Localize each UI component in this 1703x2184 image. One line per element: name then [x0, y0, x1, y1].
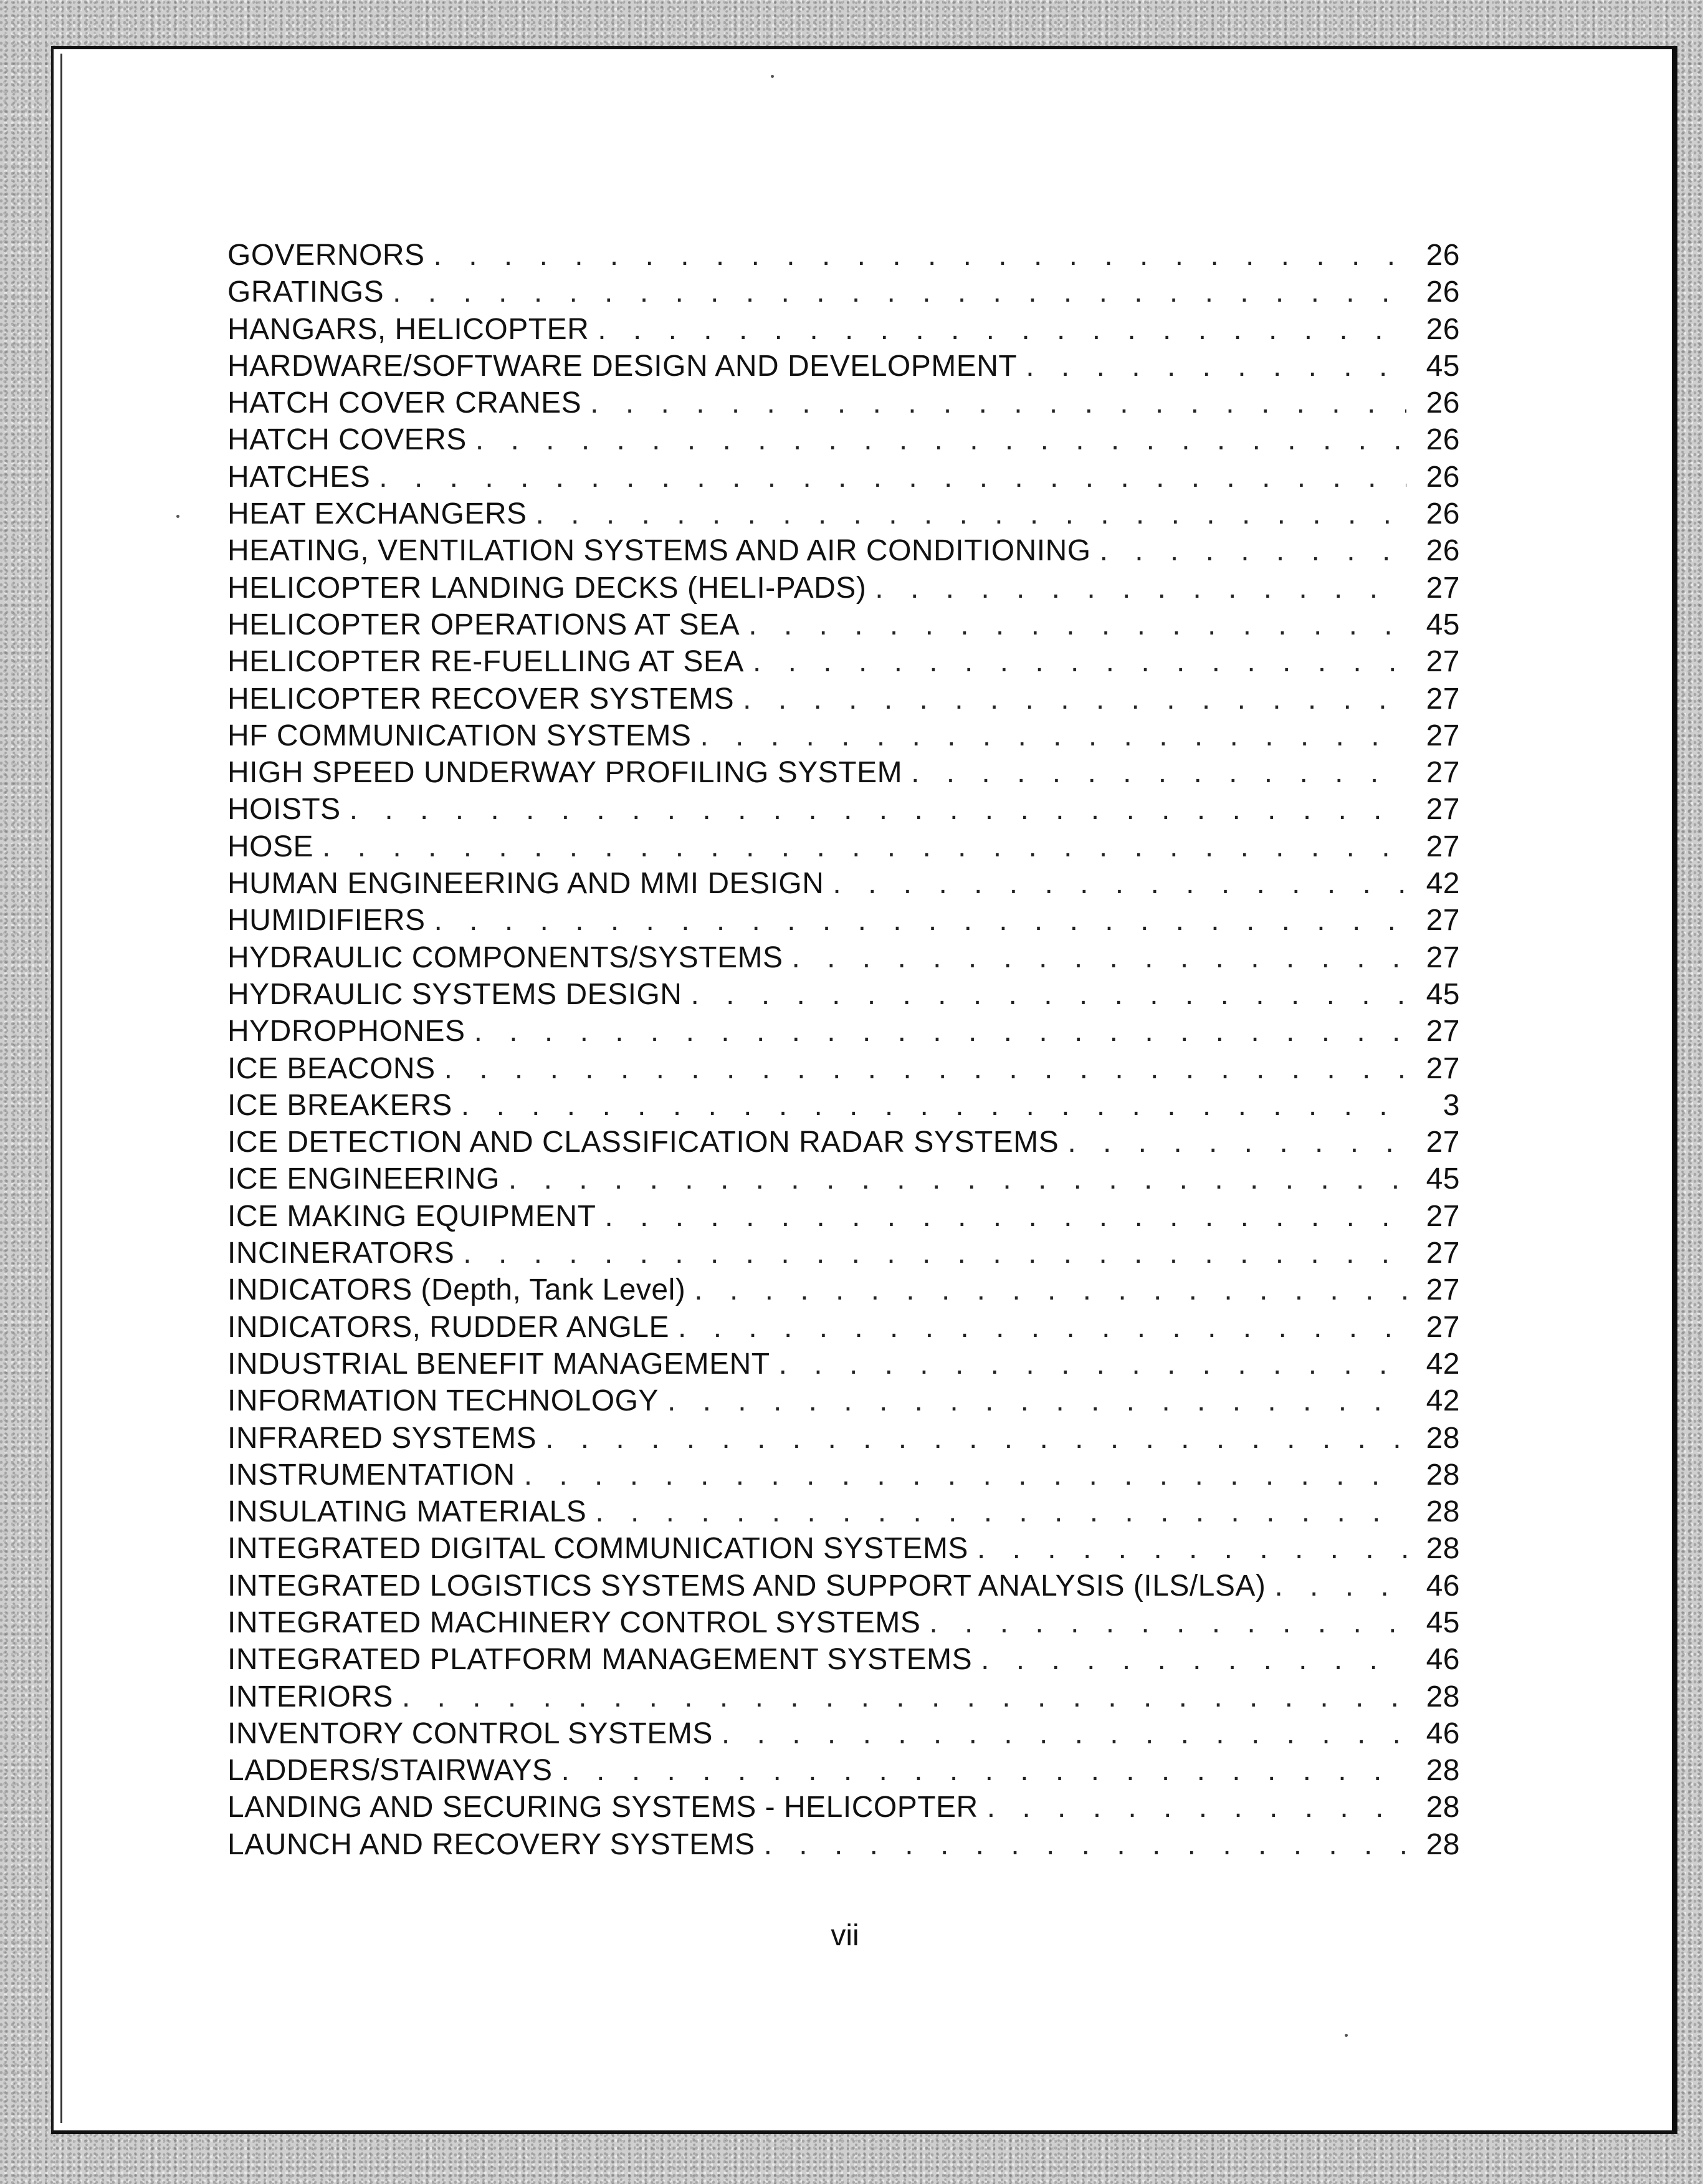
index-entry-page: 45: [1426, 349, 1460, 383]
index-entry-page: 27: [1426, 645, 1460, 679]
dot-leader: [977, 1531, 1406, 1566]
index-entry: [227, 1199, 1460, 1236]
index-entry: [227, 497, 1460, 534]
index-entry-page: 45: [1426, 1606, 1460, 1639]
index-entry-page: 45: [1426, 1162, 1460, 1196]
index-entry-label: HELICOPTER LANDING DECKS (HELI-PADS): [227, 571, 867, 605]
index-entry-page: 26: [1426, 534, 1460, 568]
dot-leader: [694, 1273, 1406, 1307]
index-entry: [227, 275, 1460, 312]
index-entry: [227, 1827, 1460, 1864]
dot-leader: [350, 792, 1406, 826]
index-entry-label: ICE DETECTION AND CLASSIFICATION RADAR SYSTEMS: [227, 1126, 1059, 1159]
dot-leader: [402, 1680, 1406, 1714]
index-entry-page: 27: [1426, 1310, 1460, 1344]
index-entry: [227, 571, 1460, 608]
index-entry-label: LADDERS/STAIRWAYS: [227, 1754, 553, 1788]
index-entry-page: 27: [1426, 1237, 1460, 1270]
index-entry-label: INTEGRATED PLATFORM MANAGEMENT SYSTEMS: [227, 1643, 973, 1677]
index-entry-label: HATCH COVERS: [227, 423, 467, 457]
dot-leader: [474, 1014, 1406, 1048]
index-entry-page: 27: [1426, 1273, 1460, 1307]
index-entry-label: HYDROPHONES: [227, 1015, 465, 1048]
index-entry-page: 27: [1426, 682, 1460, 716]
index-entry: [227, 1717, 1460, 1753]
index-entry-label: HELICOPTER OPERATIONS AT SEA: [227, 608, 740, 641]
index-entry: [227, 1347, 1460, 1384]
index-entry-label: HELICOPTER RE-FUELLING AT SEA: [227, 645, 744, 679]
page-number: vii: [831, 1919, 859, 1952]
dot-leader: [753, 644, 1406, 679]
index-entry-label: HIGH SPEED UNDERWAY PROFILING SYSTEM: [227, 756, 903, 790]
dot-leader: [475, 423, 1406, 457]
dot-leader: [598, 312, 1406, 347]
index-entry-label: INDICATORS, RUDDER ANGLE: [227, 1310, 670, 1344]
dot-leader: [444, 1051, 1406, 1086]
index-entry: [227, 1384, 1460, 1420]
index-entry-label: ICE ENGINEERING: [227, 1162, 500, 1196]
index-entry-label: HATCHES: [227, 460, 371, 494]
index-entry-label: INDICATORS (Depth, Tank Level): [227, 1273, 686, 1307]
index-entry-page: 28: [1426, 1532, 1460, 1566]
index-entry-label: GOVERNORS: [227, 239, 425, 272]
dot-leader: [791, 941, 1406, 975]
dot-leader: [590, 386, 1406, 420]
dot-leader: [1067, 1125, 1406, 1159]
index-entry-page: 27: [1426, 904, 1460, 937]
index-entry: [227, 1014, 1460, 1051]
dot-leader: [536, 497, 1407, 531]
index-entry: [227, 1236, 1460, 1273]
index-entry: [227, 460, 1460, 497]
index-entry: [227, 1088, 1460, 1125]
index-entry-label: INTEGRATED MACHINERY CONTROL SYSTEMS: [227, 1606, 921, 1639]
index-entry-label: HOSE: [227, 830, 314, 863]
subject-index-list: [227, 238, 1460, 1864]
index-entry-label: LANDING AND SECURING SYSTEMS - HELICOPTER: [227, 1791, 978, 1824]
index-entry: [227, 755, 1460, 792]
index-entry-page: 28: [1426, 1458, 1460, 1492]
index-entry: [227, 1606, 1460, 1642]
dot-leader: [690, 977, 1406, 1012]
dot-leader: [981, 1642, 1406, 1677]
index-entry-page: 26: [1426, 497, 1460, 531]
index-entry: [227, 534, 1460, 570]
dot-leader: [678, 1310, 1406, 1344]
index-entry-label: INTERIORS: [227, 1680, 393, 1713]
index-entry: [227, 238, 1460, 275]
index-entry: [227, 1495, 1460, 1531]
index-entry: [227, 386, 1460, 423]
index-entry: [227, 1753, 1460, 1790]
index-entry-label: HYDRAULIC SYSTEMS DESIGN: [227, 977, 682, 1011]
index-entry-label: INDUSTRIAL BENEFIT MANAGEMENT: [227, 1347, 770, 1381]
index-entry-label: HOISTS: [227, 793, 341, 826]
index-entry: [227, 1531, 1460, 1568]
index-entry: [227, 608, 1460, 644]
dot-leader: [434, 903, 1407, 937]
dot-leader: [667, 1384, 1406, 1418]
index-entry: [227, 830, 1460, 866]
index-entry: [227, 1162, 1460, 1199]
index-entry-page: 26: [1426, 460, 1460, 494]
index-entry: [227, 1125, 1460, 1162]
dot-leader: [393, 275, 1406, 309]
index-entry: [227, 644, 1460, 681]
index-entry-label: INSTRUMENTATION: [227, 1458, 515, 1492]
dot-leader: [987, 1790, 1406, 1824]
index-entry-label: INFRARED SYSTEMS: [227, 1421, 537, 1455]
index-entry-label: HELICOPTER RECOVER SYSTEMS: [227, 682, 735, 716]
index-entry-label: HATCH COVER CRANES: [227, 386, 582, 420]
index-entry: [227, 349, 1460, 386]
index-entry: [227, 1458, 1460, 1495]
dot-leader: [1026, 349, 1406, 383]
index-entry-label: HEAT EXCHANGERS: [227, 497, 527, 531]
dot-leader: [1274, 1569, 1406, 1603]
index-entry-page: 27: [1426, 941, 1460, 974]
index-entry-page: 46: [1426, 1643, 1460, 1677]
index-entry-page: 27: [1426, 756, 1460, 790]
dot-leader: [911, 755, 1406, 790]
binding-edge: [60, 54, 62, 2123]
index-entry-page: 28: [1426, 1495, 1460, 1529]
dot-leader: [379, 460, 1406, 494]
index-entry: [227, 312, 1460, 349]
index-entry-label: INTEGRATED DIGITAL COMMUNICATION SYSTEMS: [227, 1532, 968, 1566]
dot-leader: [561, 1753, 1407, 1788]
dot-leader: [524, 1458, 1406, 1492]
dot-leader: [508, 1162, 1406, 1196]
index-entry-page: 27: [1426, 719, 1460, 752]
index-entry: [227, 903, 1460, 940]
index-entry-page: 28: [1426, 1680, 1460, 1713]
dot-leader: [875, 571, 1406, 605]
index-entry-label: HYDRAULIC COMPONENTS/SYSTEMS: [227, 941, 783, 974]
index-entry: [227, 719, 1460, 755]
index-entry-label: INVENTORY CONTROL SYSTEMS: [227, 1717, 713, 1750]
index-entry-page: 27: [1426, 793, 1460, 826]
dot-leader: [322, 830, 1406, 864]
index-entry-page: 42: [1426, 1347, 1460, 1381]
index-entry-label: GRATINGS: [227, 275, 384, 309]
index-entry-label: INSULATING MATERIALS: [227, 1495, 587, 1529]
dot-leader: [700, 719, 1406, 753]
index-entry: [227, 1421, 1460, 1458]
dot-leader: [743, 682, 1406, 716]
index-entry-page: 3: [1443, 1088, 1460, 1122]
scan-speck: [1345, 2034, 1348, 2037]
index-entry-label: HUMAN ENGINEERING AND MMI DESIGN: [227, 867, 824, 901]
index-entry-page: 46: [1426, 1569, 1460, 1602]
dot-leader: [722, 1717, 1406, 1751]
index-entry-page: 42: [1426, 1384, 1460, 1418]
index-entry: [227, 1273, 1460, 1310]
index-entry-label: ICE MAKING EQUIPMENT: [227, 1199, 596, 1233]
index-entry-label: LAUNCH AND RECOVERY SYSTEMS: [227, 1827, 755, 1861]
dot-leader: [434, 238, 1406, 272]
index-entry-page: 26: [1426, 239, 1460, 272]
index-entry: [227, 1642, 1460, 1679]
index-entry-page: 28: [1426, 1791, 1460, 1824]
index-entry: [227, 682, 1460, 719]
index-entry-page: 26: [1426, 423, 1460, 457]
dot-leader: [832, 866, 1406, 901]
index-entry-page: 27: [1426, 571, 1460, 605]
index-entry-label: INCINERATORS: [227, 1237, 455, 1270]
index-entry: [227, 792, 1460, 829]
index-entry-label: HF COMMUNICATION SYSTEMS: [227, 719, 692, 752]
index-entry-page: 27: [1426, 1015, 1460, 1048]
dot-leader: [463, 1236, 1406, 1270]
index-entry-page: 26: [1426, 386, 1460, 420]
index-entry-page: 45: [1426, 977, 1460, 1011]
dot-leader: [929, 1606, 1406, 1640]
index-entry: [227, 1790, 1460, 1827]
index-entry: [227, 941, 1460, 977]
dot-leader: [604, 1199, 1406, 1233]
index-entry: [227, 977, 1460, 1014]
index-entry-label: HARDWARE/SOFTWARE DESIGN AND DEVELOPMENT: [227, 349, 1018, 383]
scan-speck: [771, 75, 774, 78]
dot-leader: [764, 1827, 1406, 1862]
dot-leader: [461, 1088, 1406, 1123]
index-entry-page: 27: [1426, 1199, 1460, 1233]
index-entry-label: INTEGRATED LOGISTICS SYSTEMS AND SUPPORT ANALYSIS (ILS/LSA): [227, 1569, 1266, 1602]
index-entry-label: HANGARS, HELICOPTER: [227, 312, 589, 346]
index-entry-page: 28: [1426, 1754, 1460, 1788]
index-entry: [227, 423, 1460, 459]
index-entry-page: 28: [1426, 1421, 1460, 1455]
index-entry-page: 26: [1426, 312, 1460, 346]
index-entry-page: 42: [1426, 867, 1460, 901]
index-entry: [227, 1310, 1460, 1347]
index-entry: [227, 866, 1460, 903]
dot-leader: [595, 1495, 1406, 1529]
index-entry-page: 46: [1426, 1717, 1460, 1750]
index-entry-label: HUMIDIFIERS: [227, 904, 426, 937]
index-entry-page: 45: [1426, 608, 1460, 641]
index-entry-label: ICE BREAKERS: [227, 1088, 452, 1122]
dot-leader: [779, 1347, 1406, 1381]
index-entry-page: 28: [1426, 1827, 1460, 1861]
index-entry: [227, 1051, 1460, 1088]
index-entry-label: INFORMATION TECHNOLOGY: [227, 1384, 659, 1418]
index-entry-page: 27: [1426, 1126, 1460, 1159]
scan-speck: [176, 515, 179, 518]
index-entry: [227, 1569, 1460, 1606]
index-entry-label: ICE BEACONS: [227, 1051, 436, 1085]
index-entry-label: HEATING, VENTILATION SYSTEMS AND AIR CONDITIONING: [227, 534, 1091, 568]
dot-leader: [545, 1421, 1406, 1455]
index-entry-page: 27: [1426, 1051, 1460, 1085]
index-entry-page: 26: [1426, 275, 1460, 309]
dot-leader: [748, 608, 1406, 642]
index-entry: [227, 1680, 1460, 1717]
dot-leader: [1100, 534, 1406, 568]
index-entry-page: 27: [1426, 830, 1460, 863]
